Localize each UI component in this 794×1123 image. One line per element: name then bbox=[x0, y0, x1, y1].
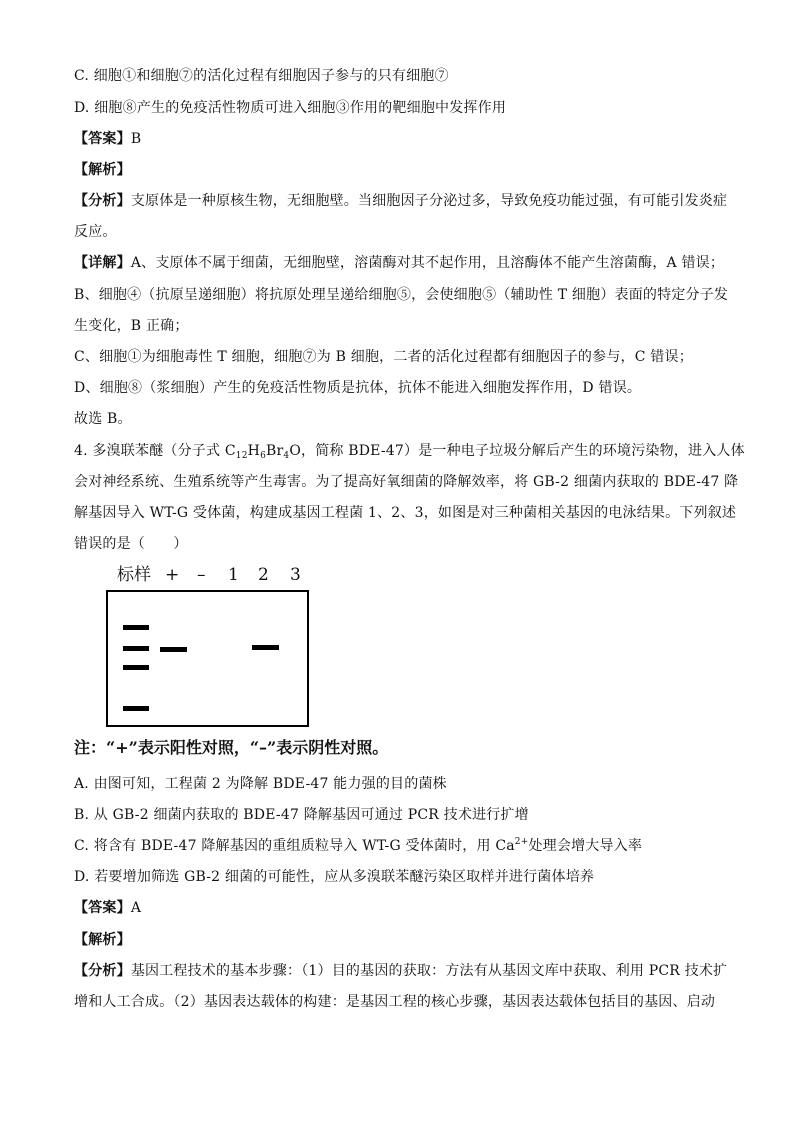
q4-option-c bbox=[74, 836, 724, 856]
q3-xiangjie-line3: 生变化，B 正确； bbox=[74, 318, 189, 334]
marker-band bbox=[123, 625, 149, 630]
answer-label: 【答案】 bbox=[74, 900, 131, 916]
q3-xiangjie-line1 bbox=[74, 253, 724, 273]
lane-label-positive: + bbox=[165, 565, 180, 585]
q4-analysis-label bbox=[74, 930, 724, 950]
lane-label-negative: – bbox=[197, 565, 206, 585]
answer-label: 【答案】 bbox=[74, 131, 131, 147]
option-text: C. 将含有 BDE-47 降解基因的重组质粒导入 WT-G 受体菌时，用 Ca bbox=[74, 838, 515, 854]
q3-option-d: D. 细胞⑧产生的免疫活性物质可进入细胞③作用的靶细胞中发挥作用 bbox=[74, 100, 507, 116]
analysis-label: 【解析】 bbox=[74, 162, 131, 178]
q4-stem-line2: 会对神经系统、生殖系统等产生毒害。为了提高好氧细菌的降解效率，将 GB-2 细菌内获取的 BDE-47 降 bbox=[74, 474, 739, 490]
q3-analysis-label bbox=[74, 160, 724, 180]
fenxi-label: 【分析】 bbox=[74, 193, 131, 209]
lane-label-marker: 标样 bbox=[117, 565, 151, 585]
q3-answer bbox=[74, 129, 724, 149]
analysis-label: 【解析】 bbox=[74, 932, 131, 948]
answer-value: B bbox=[130, 131, 142, 147]
q4-answer bbox=[74, 898, 724, 918]
q3-xiangjie-line6: 故选 B。 bbox=[74, 411, 132, 427]
fenxi-label: 【分析】 bbox=[74, 963, 131, 979]
subscript: 4 bbox=[283, 451, 290, 461]
q4-stem-line3: 解基因导入 WT-G 受体菌，构建成基因工程菌 1、2、3，如图是对三种菌相关基因的电泳结果。下列叙述 bbox=[74, 505, 737, 521]
q3-xiangjie-line4: C、细胞①为细胞毒性 T 细胞，细胞⑦为 B 细胞，二者的活化过程都有细胞因子的参与，C 错误； bbox=[74, 349, 693, 365]
fenxi-text: 基因工程技术的基本步骤：（1）目的基因的获取：方法有从基因文库中获取、利用 PCR 技术扩 bbox=[130, 963, 728, 979]
lane-label-3: 3 bbox=[290, 565, 301, 585]
q4-text: H bbox=[247, 443, 261, 459]
q3-fenxi-line1 bbox=[74, 191, 728, 211]
q4-fenxi-line2: 增和人工合成。（2）基因表达载体的构建：是基因工程的核心步骤，基因表达载体包括目的基因、启动 bbox=[74, 994, 716, 1010]
q4-fenxi-line1 bbox=[74, 961, 728, 981]
lane-2-band bbox=[252, 645, 279, 650]
q4-option-d: D. 若要增加筛选 GB-2 细菌的可能性，应从多溴联苯醚污染区取样并进行菌体培养 bbox=[74, 869, 595, 885]
q4-stem-line1 bbox=[74, 441, 745, 461]
q4-text: Br bbox=[266, 443, 284, 459]
q4-text: O，简称 BDE-47）是一种电子垃圾分解后产生的环境污染物，进入人体 bbox=[289, 443, 745, 459]
q3-option-c: C. 细胞①和细胞⑦的活化过程有细胞因子参与的只有细胞⑦ bbox=[74, 68, 449, 84]
lane-label-2: 2 bbox=[258, 565, 269, 585]
q3-xiangjie-line5: D、细胞⑧（浆细胞）产生的免疫活性物质是抗体，抗体不能进入细胞发挥作用，D 错误。 bbox=[74, 380, 642, 396]
subscript: 6 bbox=[260, 451, 266, 461]
marker-band bbox=[123, 665, 149, 670]
gel-image bbox=[106, 590, 309, 727]
q4-stem-line4: 错误的是（ ） bbox=[74, 536, 188, 552]
gel-note: 注：“+”表示阳性对照，“–”表示阴性对照。 bbox=[74, 738, 389, 757]
subscript: 12 bbox=[235, 451, 248, 461]
q3-xiangjie-line2: B、细胞④（抗原呈递细胞）将抗原处理呈递给细胞⑤，会使细胞⑤（辅助性 T 细胞）表面的特定分子发 bbox=[74, 287, 729, 303]
fenxi-text: 支原体是一种原核生物，无细胞壁。当细胞因子分泌过多，导致免疫功能过强，有可能引发炎症 bbox=[130, 193, 728, 209]
answer-value: A bbox=[130, 900, 142, 916]
marker-band bbox=[123, 646, 149, 651]
q4-text: 4. 多溴联苯醚（分子式 C bbox=[74, 443, 236, 459]
superscript: 2+ bbox=[514, 837, 529, 847]
xiangjie-label: 【详解】 bbox=[74, 255, 131, 271]
option-text: 处理会增大导入率 bbox=[528, 838, 643, 854]
xiangjie-text: A、支原体不属于细菌，无细胞壁，溶菌酶对其不起作用，且溶酶体不能产生溶菌酶，A 错误； bbox=[130, 255, 725, 271]
marker-band bbox=[123, 706, 149, 711]
lane-label-1: 1 bbox=[228, 565, 239, 585]
q4-option-a: A. 由图可知，工程菌 2 为降解 BDE-47 能力强的目的菌株 bbox=[74, 776, 447, 792]
positive-control-band bbox=[160, 647, 187, 652]
q3-fenxi-line2: 反应。 bbox=[74, 224, 117, 240]
q4-option-b: B. 从 GB-2 细菌内获取的 BDE-47 降解基因可通过 PCR 技术进行扩增 bbox=[74, 807, 529, 823]
